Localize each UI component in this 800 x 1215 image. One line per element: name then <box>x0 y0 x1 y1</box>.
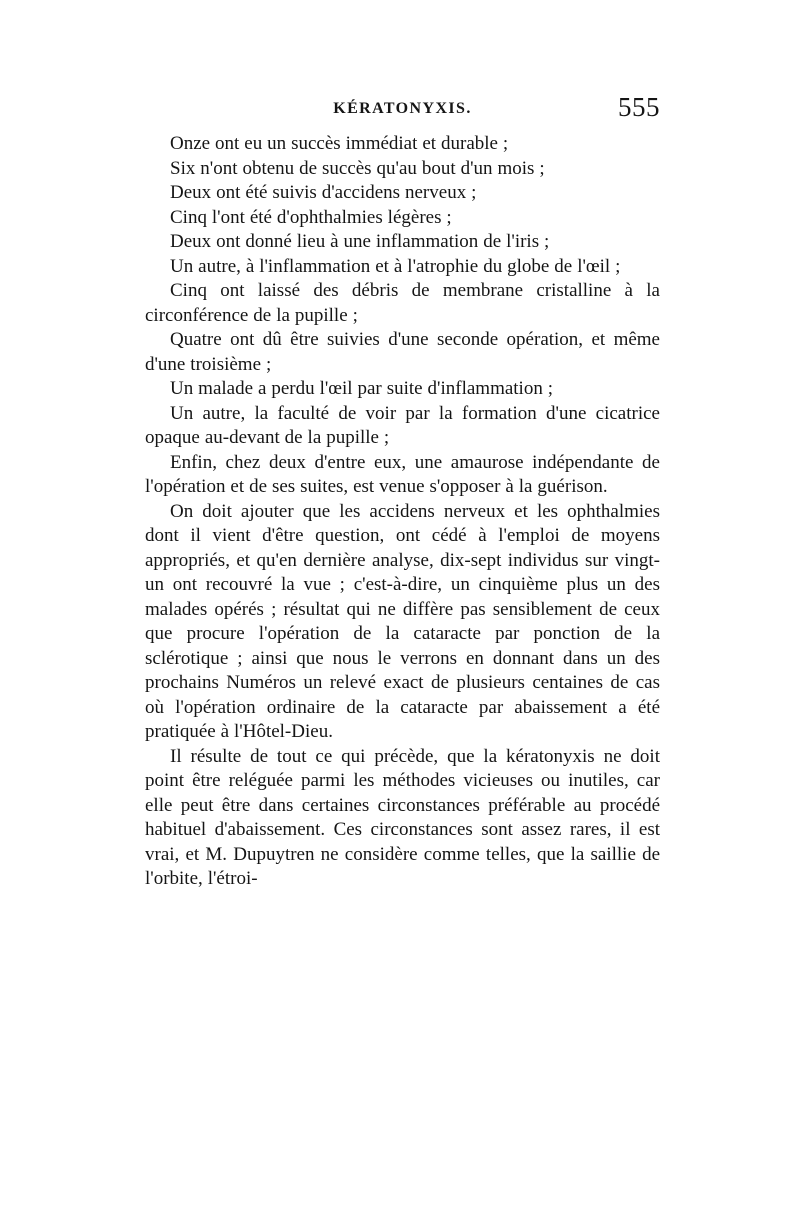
paragraph-1: Onze ont eu un succès immédiat et durable ; <box>170 133 509 154</box>
paragraph-11: Enfin, chez deux d'entre eux, une amaurose indépendante de l'opération et de ses suites, est venue s'opposer à la guérison. <box>145 451 660 497</box>
paragraph-3: Deux ont été suivis d'accidens nerveux ; <box>170 182 477 203</box>
book-page <box>145 92 660 1142</box>
body-text <box>145 132 660 892</box>
paragraph-13: Il résulte de tout ce qui précède, que la kératonyxis ne doit point être reléguée parmi les méthodes vicieuses ou inutiles, car elle peut être dans certaines circonstances préférable au procédé habituel d'abaissement. Ces circonstances sont assez rares, il est vrai, et M. Dupuytren ne considère comme telles, que la saillie de l'orbite, l'étroi- <box>145 745 660 889</box>
paragraph-2: Six n'ont obtenu de succès qu'au bout d'un mois ; <box>170 157 545 179</box>
paragraph-12: On doit ajouter que les accidens nerveux et les ophthalmies dont il vient d'être question, ont cédé à l'emploi de moyens appropriés, et qu'en dernière analyse, dix-sept individus sur vingt-un ont recouvré la vue ; c'est-à-dire, un cinquième plus un des malades opérés ; résultat qui ne diffère pas sensiblement de ceux que procure l'opération de la cataracte par ponction de la sclérotique ; ainsi que nous le verrons en donnant dans un des prochains Numéros un relevé exact de plusieurs centaines de cas où l'opération ordinaire de la cataracte par abaissement a été pratiquée à l'Hôtel-Dieu. <box>145 500 660 742</box>
running-title: KÉRATONYXIS. <box>333 100 472 117</box>
running-head <box>145 92 660 132</box>
paragraph-9: Un malade a perdu l'œil par suite d'inflammation ; <box>170 378 554 399</box>
paragraph-7: Cinq ont laissé des débris de membrane cristalline à la circonférence de la pupille ; <box>145 280 660 326</box>
paragraph-6: Un autre, à l'inflammation et à l'atrophie du globe de l'œil ; <box>170 255 621 277</box>
page-number: 555 <box>618 92 660 122</box>
paragraph-4: Cinq l'ont été d'ophthalmies légères ; <box>170 206 452 228</box>
paragraph-8: Quatre ont dû être suivies d'une seconde opération, et même d'une troisième ; <box>145 329 660 375</box>
paragraph-10: Un autre, la faculté de voir par la formation d'une cicatrice opaque au-devant de la pupille ; <box>145 402 660 448</box>
paragraph-5: Deux ont donné lieu à une inflammation de l'iris ; <box>170 231 550 252</box>
